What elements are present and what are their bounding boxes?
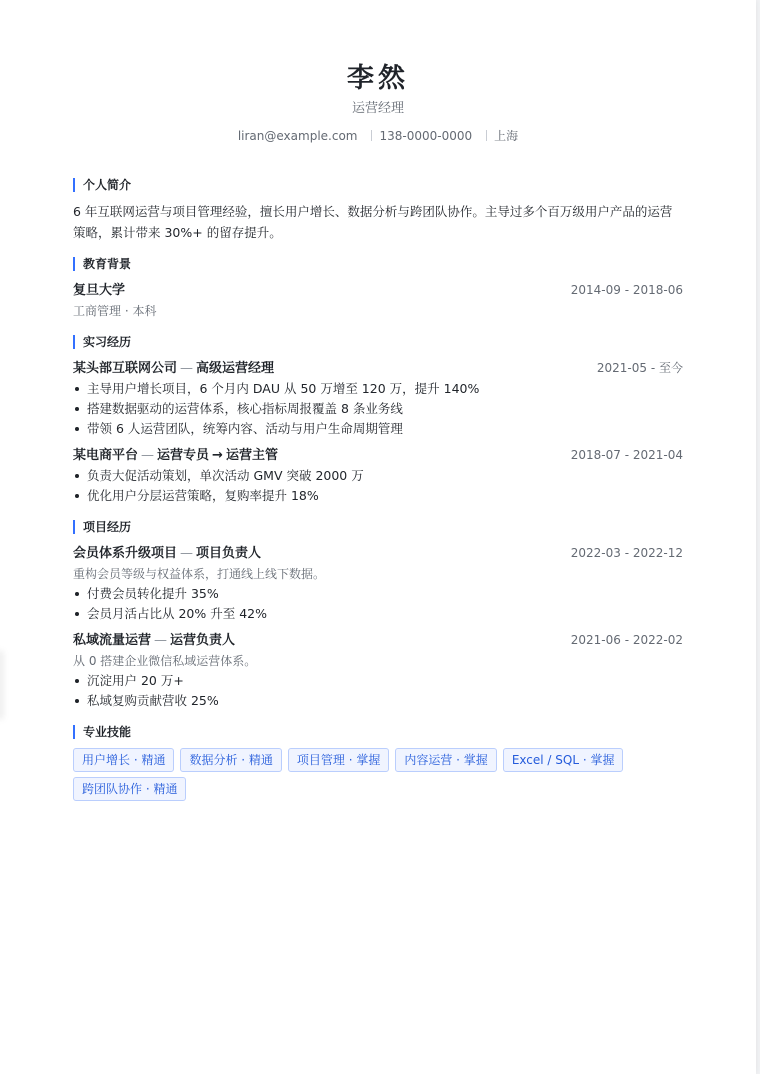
job-role-from: 运营专员 [157, 448, 210, 463]
project-role: 运营负责人 [170, 633, 236, 648]
bullet-item: 搭建数据驱动的运营体系，核心指标周报覆盖 8 条业务线 [73, 399, 683, 419]
project-entry [73, 630, 683, 711]
resume-header [73, 0, 683, 144]
contact-divider [486, 130, 487, 141]
bullet-item: 私域复购贡献营收 25% [73, 691, 683, 711]
candidate-name: 李然 [347, 63, 409, 94]
section-title-experience: 实习经历 [73, 335, 683, 349]
page-edge-shadow [0, 650, 4, 720]
candidate-role: 运营经理 [351, 101, 404, 116]
skills-tag-list [73, 748, 633, 801]
bullet-list [73, 671, 683, 711]
title-separator: — [180, 546, 194, 561]
entry-date: 2014-09 - 2018-06 [570, 283, 683, 297]
experience-entry [73, 358, 683, 439]
bullet-item: 优化用户分层运营策略，复购率提升 18% [73, 486, 683, 506]
bullet-item: 沉淀用户 20 万+ [73, 671, 683, 691]
project-entry [73, 543, 683, 624]
company-name: 某头部互联网公司 [73, 361, 178, 376]
skill-tag: Excel / SQL · 掌握 [503, 748, 624, 772]
experience-title [73, 446, 278, 466]
project-title [73, 544, 261, 564]
bullet-item: 主导用户增长项目，6 个月内 DAU 从 50 万增至 120 万，提升 140% [73, 379, 683, 399]
section-title-education: 教育背景 [73, 257, 683, 271]
section-title-projects: 项目经历 [73, 520, 683, 534]
entry-date: 2018-07 - 2021-04 [570, 448, 683, 462]
summary-text: 6 年互联网运营与项目管理经验，擅长用户增长、数据分析与跨团队协作。主导过多个百万级用户产品的运营策略，累计带来 30%+ 的留存提升。 [73, 204, 673, 240]
bullet-item: 会员月活占比从 20% 升至 42% [73, 604, 683, 624]
project-description: 重构会员等级与权益体系，打通线上线下数据。 [73, 567, 326, 581]
experience-title [73, 359, 274, 379]
project-name: 会员体系升级项目 [73, 546, 178, 561]
title-separator: — [180, 361, 194, 376]
project-name: 私域流量运营 [73, 633, 152, 648]
title-separator: — [141, 448, 155, 463]
project-description: 从 0 搭建企业微信私域运营体系。 [73, 654, 257, 668]
company-name: 某电商平台 [73, 448, 139, 463]
entry-date: 2021-05 - 至今 [596, 361, 683, 375]
contact-line [73, 128, 683, 144]
contact-divider [371, 130, 372, 141]
school-name: 复旦大学 [73, 283, 126, 298]
bullet-item: 带领 6 人运营团队，统筹内容、活动与用户生命周期管理 [73, 419, 683, 439]
entry-date: 2021-06 - 2022-02 [570, 633, 683, 647]
education-entry [73, 280, 683, 321]
skill-tag: 内容运营 · 掌握 [395, 748, 496, 772]
contact-city: 上海 [494, 129, 519, 143]
section-title-summary: 个人简介 [73, 178, 683, 192]
bullet-item: 付费会员转化提升 35% [73, 584, 683, 604]
education-detail: 工商管理 · 本科 [73, 304, 157, 318]
entry-date: 2022-03 - 2022-12 [570, 546, 683, 560]
skill-tag: 数据分析 · 精通 [180, 748, 281, 772]
job-role-to: 运营主管 [225, 448, 278, 463]
project-role: 项目负责人 [196, 546, 262, 561]
contact-email: liran@example.com [237, 129, 358, 143]
contact-phone: 138-0000-0000 [379, 129, 473, 143]
experience-entry [73, 445, 683, 506]
skill-tag: 项目管理 · 掌握 [288, 748, 389, 772]
title-separator: — [154, 633, 168, 648]
skill-tag: 用户增长 · 精通 [73, 748, 174, 772]
skill-tag: 跨团队协作 · 精通 [73, 777, 186, 801]
bullet-item: 负责大促活动策划，单次活动 GMV 突破 2000 万 [73, 466, 683, 486]
bullet-list [73, 379, 683, 439]
project-title [73, 631, 235, 651]
bullet-list [73, 466, 683, 506]
job-role: 高级运营经理 [196, 361, 275, 376]
arrow-right-icon: → [212, 448, 223, 463]
bullet-list [73, 584, 683, 624]
section-title-skills: 专业技能 [73, 725, 683, 739]
